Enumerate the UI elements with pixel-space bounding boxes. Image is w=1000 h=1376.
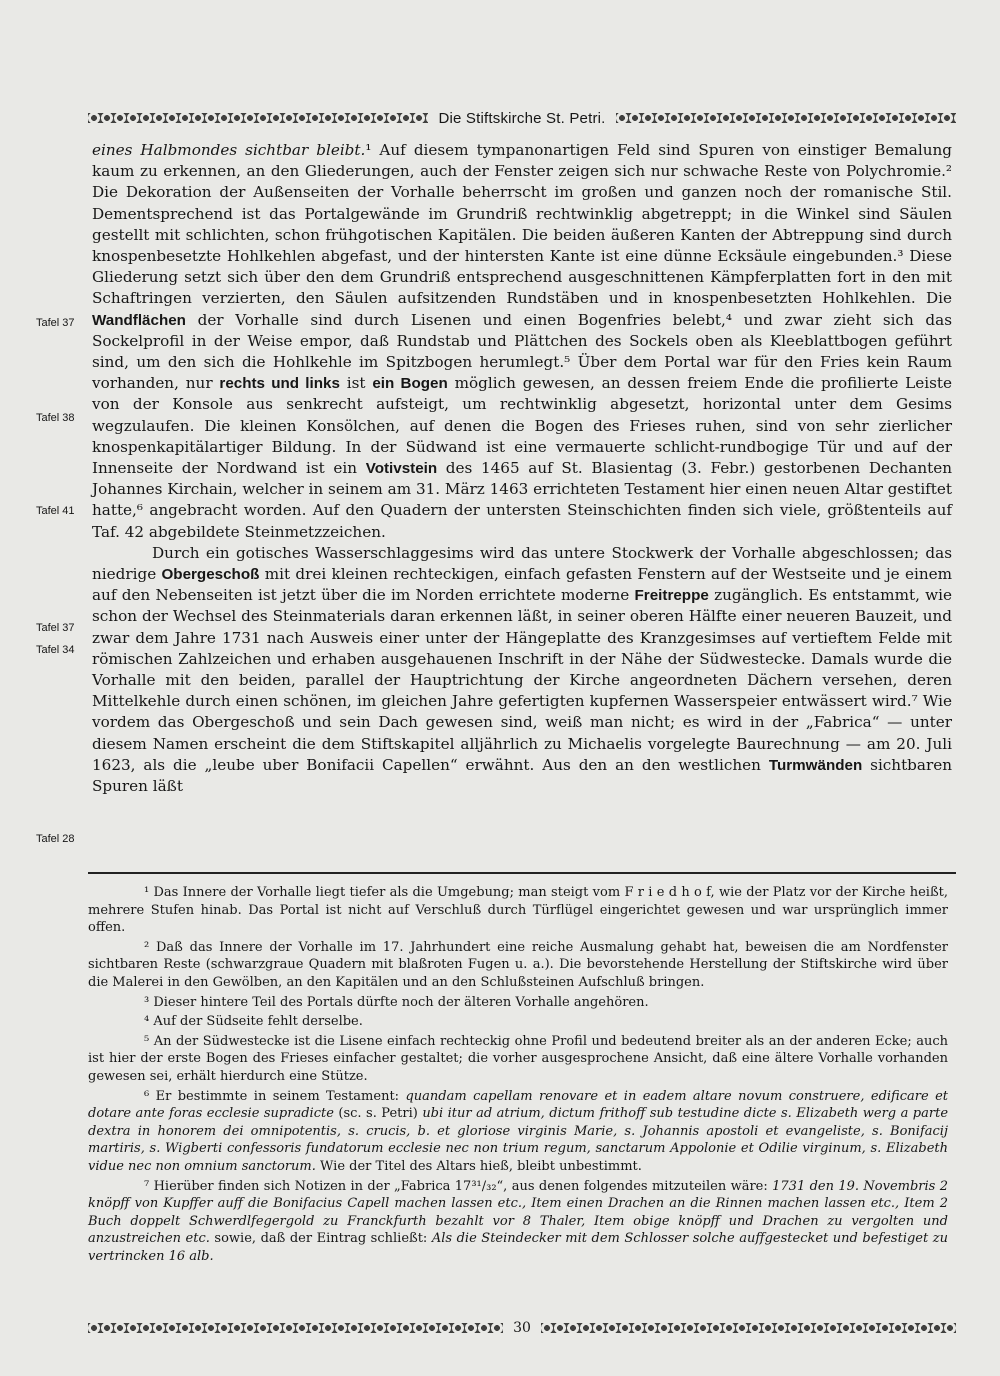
text-run: 1731 den 19. Novembris 2 knöpff von Kupffer auff die Bonifacius Capell machen lassen etc., Item einen Drachen an die Rinnen machen lassen etc., Item 2 Buch doppelt Schwerdlfegergold zu Franckfurth bezahlt vor 8 Thaler, Item obige knöpff und Drachen zu vergolten und anzustreichen etc.: [88, 1178, 948, 1247]
ornament-right: [541, 1323, 956, 1333]
text-run: Obergeschoß: [161, 566, 260, 584]
page-number: 30: [513, 1320, 531, 1336]
margin-ref: Tafel 38: [36, 412, 75, 424]
text-run: Votivstein: [365, 460, 438, 478]
text-run: Freitreppe: [634, 587, 709, 605]
text-run: rechts und links: [219, 375, 340, 393]
footnote: [88, 1088, 948, 1176]
text-run: eines Halbmondes sichtbar bleibt.: [92, 141, 366, 159]
text-run: ubi itur ad atrium, dictum frithoff sub testudine dicte s. Elizabeth werg a parte dextra in honorem dei omnipotentis, s. crucis, b. et gloriose virginis Marie, s. Johannis apostoli et evangeliste, s. Bonifacij martiris, s. Wigberti confessoris fundatorum ecclesie nec non trium regum, sanctarum Appolonie et Odilie virginum, s. Elizabeth vidue nec non omnium sanctorum.: [88, 1106, 949, 1174]
text-run: ⁷ Hierüber finden sich Notizen in der „Fabrica 17³¹/₃₂“, aus denen folgendes mitzuteilen wäre:: [144, 1178, 773, 1194]
text-run: mit drei kleinen rechteckigen, einfach gefasten Fenstern auf der Westseite und je einem auf den Nebenseiten ist jetzt über die im Norden errichtete moderne: [92, 565, 952, 605]
footnotes: [88, 884, 948, 1267]
margin-ref: Tafel 41: [36, 505, 75, 517]
paragraph-1: [92, 140, 952, 543]
running-title: Die Stiftskirche St. Petri.: [438, 109, 606, 127]
main-text: [36, 140, 952, 845]
text-run: ein Bogen: [372, 375, 448, 393]
text-run: (sc. s. Petri): [333, 1106, 423, 1122]
margin-ref: Tafel 37: [36, 317, 75, 329]
ornament-left: [88, 113, 428, 123]
margin-ref: Tafel 28: [36, 833, 75, 845]
footnote: [88, 994, 948, 1012]
text-run: ist: [339, 374, 373, 393]
footnote: [88, 1013, 948, 1031]
text-run: ⁵ An der Südwestecke ist die Lisene einfach rechteckig ohne Profil und bedeutend breiter als an der anderen Ecke; auch ist hier der erste Bogen des Frieses einfacher gestaltet; die vorher ausgesprochene Ansicht, daß eine ältere Vorhalle vorhanden gewesen sei, erhält hierdurch eine Stütze.: [88, 1033, 948, 1084]
ornament-left: [88, 1323, 503, 1333]
text-run: Durch ein gotisches Wasserschlaggesims wird das untere Stockwerk der Vorhalle abgeschlossen; das niedrige: [92, 543, 952, 584]
text-run: ³ Dieser hintere Teil des Portals dürfte noch der älteren Vorhalle angehören.: [144, 994, 649, 1010]
text-run: möglich gewesen, an dessen freiem Ende die profilierte Leiste von der Konsole aus senkrecht aufsteigt, um rechtwinklig abgesetzt, horizontal unter dem Gesims wegzulaufen. Die kleinen Konsölchen, auf denen die Bogen des Frieses ruhen, sind von sehr zierlicher knospenkapitälartiger Bildung. In der Südwand ist eine vermauerte schlicht-rundbogige Tür und auf der Innenseite der Nordwand ist ein: [92, 374, 952, 478]
text-run: zugänglich. Es entstammt, wie schon der Wechsel des Steinmaterials daran erkennen läßt, in seiner oberen Hälfte einer neueren Bauzeit, und zwar dem Jahre 1731 nach Ausweis einer unter der Hängeplatte des Kranzgesimses auf vertieftem Felde mit römischen Zahlzeichen und erhaben ausgehauenen Inschrift in der Nähe der Südwestecke. Damals wurde die Vorhalle mit den beiden, parallel der Hauptrichtung der Kirche angeordneten Dächern versehen, deren Mittelkehle durch einen schönen, im gleichen Jahre gefertigten kupfernen Wasserspeier entwässert wird.⁷ Wie vordem das Obergeschoß und sein Dach gewesen sind, weiß man nicht; es wird in der „Fabrica“ — unter diesem Namen erscheint die dem Stiftskapitel alljährlich zu Michaelis vorgelegte Baurechnung — am 20. Juli 1623, als die „leube uber Bonifacii Capellen“ erwähnt. Aus den an den westlichen: [92, 586, 952, 774]
margin-ref: Tafel 34: [36, 644, 75, 656]
text-run: des 1465 auf St. Blasientag (3. Febr.) gestorbenen Dechanten Johannes Kirchain, welcher in seinem am 31. März 1463 errichteten Testament hier einen neuen Altar gestiftet hatte,⁶ angebracht worden. Auf den Quadern der untersten Steinschichten finden sich viele, größtenteils auf Taf. 42 abgebildete Steinmetzzeichen.: [92, 459, 952, 541]
text-run: Als die Steindecker mit dem Schlosser solche auffgestecket und befestiget zu vertrincken 16 alb.: [88, 1231, 948, 1264]
footnote: [88, 939, 948, 992]
text-run: ¹ Auf diesem tympanonartigen Feld sind Spuren von einstiger Bemalung kaum zu erkennen, an den Gliederungen, auch der Fenster zeigen sich nur schwache Reste von Polychromie.² Die Dekoration der Außenseiten der Vorhalle beherrscht im großen und ganzen noch der romanische Stil. Dementsprechend ist das Portalgewände im Grundriß rechtwinklig abgetreppt; in die Winkel sind Säulen gestellt mit schlichten, schon frühgotischen Kapitälen. Die beiden äußeren Kanten der Abtreppung sind durch knospenbesetzte Hohlkehlen abgefast, und der hintersten Kante ist eine dünne Ecksäule eingebunden.³ Diese Gliederung setzt sich über den dem Grundriß entsprechend ausgeschnittenen Kämpferplatten fort in den mit Schaftringen verzierten, den Säulen aufsitzenden Rundstäben und in knospenbesetzten Hohlkehlen. Die: [92, 141, 952, 308]
paragraph-2: [92, 543, 952, 797]
text-run: ² Daß das Innere der Vorhalle im 17. Jahrhundert eine reiche Ausmalung gehabt hat, beweisen die am Nordfenster sichtbaren Reste (schwarzgraue Quadern mit blaßroten Fugen u. a.). Die bevorstehende Herstellung der Stiftskirche wird über die Malerei in den Gewölben, an den Kapitälen und an den Schlußsteinen Aufschluß bringen.: [88, 939, 948, 990]
text-run: ⁴ Auf der Südseite fehlt derselbe.: [144, 1014, 363, 1030]
text-run: der Vorhalle sind durch Lisenen und einen Bogenfries belebt,⁴ und zwar zieht sich das Sockelprofil in der Weise empor, daß Rundstab und Plättchen des Sockels oben als Kleeblattbogen geführt sind, um den sich die Hohlkehle im Spitzbogen herumlegt.⁵ Über dem Portal war für den Fries kein Raum vorhanden, nur: [92, 310, 952, 393]
text-run: ¹ Das Innere der Vorhalle liegt tiefer als die Umgebung; man steigt vom F r i e d h o f, wie der Platz vor der Kirche heißt, mehrere Stufen hinab. Das Portal ist nicht auf Verschluß durch Türflügel eingerichtet gewesen und war ursprünglich immer offen.: [88, 885, 948, 936]
running-header: [88, 104, 956, 132]
text-run: Wandflächen: [92, 311, 186, 329]
text-run: ⁶ Er bestimmte in seinem Testament:: [144, 1088, 406, 1104]
footnote-rule: [88, 872, 956, 874]
text-run: sowie, daß der Eintrag schließt:: [209, 1231, 432, 1247]
text-run: Turmwänden: [768, 756, 863, 774]
footnote: [88, 1178, 948, 1266]
page-footer: [88, 1316, 956, 1340]
margin-ref: Tafel 37: [36, 622, 75, 634]
text-run: Wie der Titel des Altars hieß, bleibt unbestimmt.: [315, 1158, 642, 1174]
ornament-right: [616, 113, 956, 123]
footnote: [88, 884, 948, 937]
text-run: quandam capellam renovare et in eadem altare novum construere, edificare et dotare ante foras ecclesie supradicte: [88, 1088, 948, 1122]
text-run: sichtbaren Spuren läßt: [92, 755, 952, 796]
footnote: [88, 1033, 948, 1086]
